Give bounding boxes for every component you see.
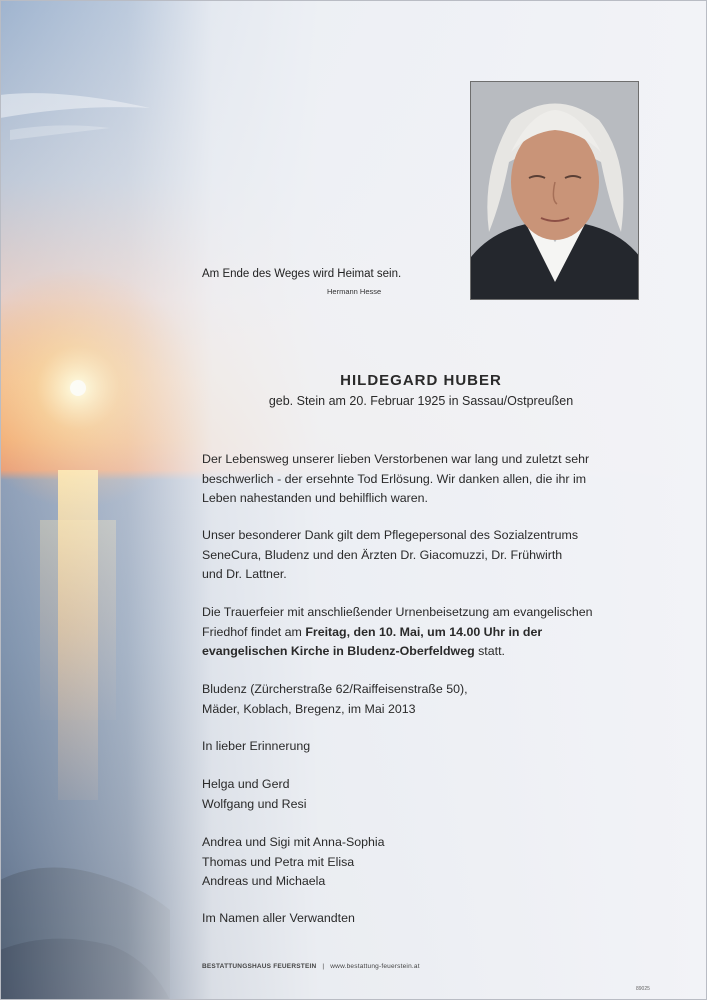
text-line: Der Lebensweg unserer lieben Verstorbenen war lang und zuletzt sehr: [202, 452, 590, 466]
document-code: 89025: [636, 986, 650, 992]
text-segment: statt.: [474, 644, 505, 658]
text-line: Andreas und Michaela: [202, 874, 326, 888]
text-line: beschwerlich - der ersehnte Tod Erlösung. Wir danken allen, die ihr im: [202, 471, 587, 486]
text-line: In lieber Erinnerung: [202, 739, 311, 753]
text-line: Andrea und Sigi mit Anna-Sophia: [202, 835, 385, 849]
ceremony-location: evangelischen Kirche in Bludenz-Oberfeldweg: [202, 644, 475, 658]
funeral-home-name: BESTATTUNGSHAUS FEUERSTEIN: [202, 963, 317, 970]
mourners-grandchildren: [202, 833, 642, 892]
text-line: SeneCura, Bludenz und den Ärzten Dr. Giacomuzzi, Dr. Frühwirth: [202, 547, 563, 562]
text-line: Helga und Gerd: [202, 777, 290, 791]
relatives-line: [202, 909, 642, 929]
text-line: Unser besonderer Dank gilt dem Pflegepersonal des Sozialzentrums: [202, 528, 579, 542]
place-date: [202, 680, 642, 719]
mourners-children: [202, 775, 642, 814]
quote-text: Am Ende des Weges wird Heimat sein.: [202, 268, 402, 280]
remembrance-line: [202, 737, 642, 757]
text-line: [202, 623, 642, 643]
text-line: Mäder, Koblach, Bregenz, im Mai 2013: [202, 701, 416, 716]
footer-separator: |: [322, 963, 325, 970]
portrait-photo: [470, 81, 639, 300]
paragraph-special-thanks: [202, 526, 642, 585]
text-line: Thomas und Petra mit Elisa: [202, 854, 355, 869]
ceremony-date: Freitag, den 10. Mai, um 14.00 Uhr in der: [305, 624, 543, 639]
text-line: Die Trauerfeier mit anschließender Urnenbeisetzung am evangelischen: [202, 605, 593, 619]
text-line: Wolfgang und Resi: [202, 796, 307, 811]
text-line: Leben nahestanden und behilflich waren.: [202, 491, 428, 505]
text-segment: Friedhof findet am: [202, 624, 306, 639]
paragraph-thanks: [202, 450, 642, 509]
funeral-home-url: www.bestattung-feuerstein.at: [330, 963, 420, 970]
footer: [202, 963, 420, 970]
text-line: Im Namen aller Verwandten: [202, 911, 355, 925]
text-line: [202, 642, 642, 662]
text-line: Bludenz (Zürcherstraße 62/Raiffeisenstraße 50),: [202, 682, 468, 696]
text-line: und Dr. Lattner.: [202, 567, 287, 581]
birth-info: geb. Stein am 20. Februar 1925 in Sassau/Ostpreußen: [268, 394, 574, 408]
deceased-name: HILDEGARD HUBER: [340, 372, 502, 389]
paragraph-ceremony: [202, 603, 642, 662]
quote-author: Hermann Hesse: [327, 287, 382, 296]
